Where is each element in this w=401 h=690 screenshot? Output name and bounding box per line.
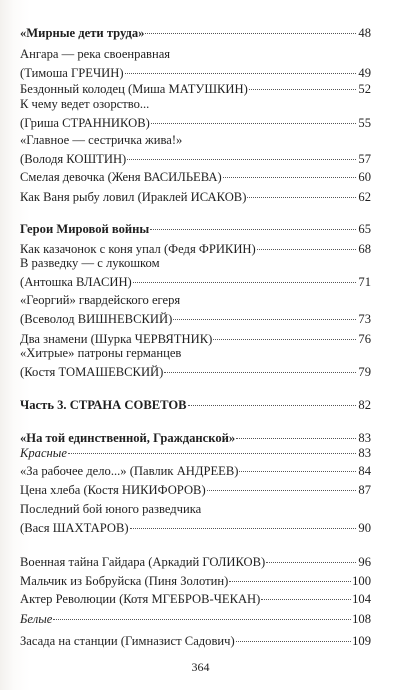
toc-entry-page-number: 48 bbox=[358, 26, 371, 40]
toc-entry-page-number: 52 bbox=[358, 82, 371, 96]
toc-entry-leader-line bbox=[20, 273, 371, 292]
toc-entry-title: Цена хлеба (Костя НИКИФОРОВ) bbox=[20, 483, 206, 497]
toc-entry-page-number: 104 bbox=[352, 592, 371, 606]
toc-entry-leader-line bbox=[20, 553, 371, 572]
toc-entry[interactable] bbox=[20, 396, 371, 415]
toc-entry-page-number: 62 bbox=[358, 190, 371, 204]
toc-entry-leader-line bbox=[20, 462, 371, 481]
page-number: 364 bbox=[191, 660, 210, 674]
toc-entry-leader-line bbox=[20, 150, 371, 169]
toc-entry[interactable] bbox=[20, 45, 371, 83]
dot-leader bbox=[229, 581, 351, 582]
dot-leader bbox=[247, 197, 356, 198]
toc-entry-title: Часть 3. СТРАНА СОВЕТОВ bbox=[20, 398, 187, 412]
toc-entry-title: Мальчик из Бобруйска (Пиня Золотин) bbox=[20, 574, 229, 588]
toc-entry-title-line: «Главное — сестричка жива!» bbox=[20, 133, 183, 147]
toc-entry-title: Как казачонок с коня упал (Федя ФРИКИН) bbox=[20, 242, 256, 256]
toc-entry[interactable] bbox=[20, 131, 371, 169]
dot-leader bbox=[236, 641, 351, 642]
toc-entry[interactable] bbox=[20, 632, 371, 651]
toc-entry[interactable] bbox=[20, 462, 371, 481]
toc-entry-title: Смелая девочка (Женя ВАСИЛЬЕВА) bbox=[20, 170, 222, 184]
toc-entry-page-number: 108 bbox=[352, 612, 371, 626]
dot-leader bbox=[145, 33, 356, 34]
toc-entry-title-line: В разведку — с лукошком bbox=[20, 256, 160, 270]
toc-entry-page-number: 90 bbox=[358, 521, 371, 535]
toc-entry[interactable] bbox=[20, 590, 371, 609]
toc-entry[interactable] bbox=[20, 481, 371, 500]
toc-entry[interactable] bbox=[20, 444, 371, 463]
toc-entry-leader-line bbox=[20, 632, 371, 651]
toc-entry-leader-line bbox=[20, 363, 371, 382]
toc-entry-page-number: 100 bbox=[352, 574, 371, 588]
toc-entry-leader-line bbox=[20, 572, 371, 591]
toc-entry-title: (Володя КОШТИН) bbox=[20, 152, 127, 166]
toc-entry[interactable] bbox=[20, 344, 371, 382]
toc-entry-title: «За рабочее дело...» (Павлик АНДРЕЕВ) bbox=[20, 464, 239, 478]
toc-entry-title: Как Ваня рыбу ловил (Ираклей ИСАКОВ) bbox=[20, 190, 247, 204]
dot-leader bbox=[236, 438, 356, 439]
toc-entry[interactable] bbox=[20, 610, 371, 629]
toc-entry-page-number: 109 bbox=[352, 634, 371, 648]
toc-entry-title: Два знамени (Шурка ЧЕРВЯТНИК) bbox=[20, 332, 213, 346]
toc-entry-title: Бездонный колодец (Миша МАТУШКИН) bbox=[20, 82, 248, 96]
toc-entry-title-line: «Георгий» гвардейского егеря bbox=[20, 293, 181, 307]
toc-entry-page-number: 65 bbox=[358, 222, 371, 236]
toc-entry-page-number: 83 bbox=[358, 431, 371, 445]
toc-entry-leader-line bbox=[20, 188, 371, 207]
toc-entry-leader-line bbox=[20, 220, 371, 239]
toc-entry-title-line: «Хитрые» патроны германцев bbox=[20, 346, 182, 360]
toc-entry-title: «Мирные дети труда» bbox=[20, 26, 145, 40]
toc-entry-page-number: 96 bbox=[358, 555, 371, 569]
toc-entry[interactable] bbox=[20, 291, 371, 329]
toc-entry[interactable] bbox=[20, 553, 371, 572]
toc-entry-page-number: 55 bbox=[358, 116, 371, 130]
toc-entry[interactable] bbox=[20, 95, 371, 133]
toc-entry-title-line: Ангара — река своенравная bbox=[20, 47, 171, 61]
toc-entry[interactable] bbox=[20, 24, 371, 43]
toc-entry-leader-line bbox=[20, 590, 371, 609]
dot-leader bbox=[207, 490, 356, 491]
toc-entry-title: (Тимоша ГРЕЧИН) bbox=[20, 66, 124, 80]
dot-leader bbox=[239, 471, 356, 472]
toc-entry-title: «На той единственной, Гражданской» bbox=[20, 431, 236, 445]
toc-entry-title: (Антошка ВЛАСИН) bbox=[20, 275, 132, 289]
toc-entry-page-number: 87 bbox=[358, 483, 371, 497]
toc-entry-title-line: К чему ведет озорство... bbox=[20, 97, 150, 111]
toc-entry[interactable] bbox=[20, 168, 371, 187]
toc-entry-page-number: 73 bbox=[358, 312, 371, 326]
toc-entry[interactable] bbox=[20, 500, 371, 538]
dot-leader bbox=[125, 73, 356, 74]
dot-leader bbox=[151, 123, 356, 124]
toc-entry-page-number: 49 bbox=[358, 66, 371, 80]
toc-entry-title: (Костя ТОМАШЕВСКИЙ) bbox=[20, 365, 164, 379]
toc-entry-page-number: 60 bbox=[358, 170, 371, 184]
toc-entry-leader-line bbox=[20, 519, 371, 538]
dot-leader bbox=[213, 339, 356, 340]
toc-entry-page-number: 84 bbox=[358, 464, 371, 478]
dot-leader bbox=[188, 405, 356, 406]
toc-entry[interactable] bbox=[20, 220, 371, 239]
toc-entry-title: Герои Мировой войны bbox=[20, 222, 150, 236]
dot-leader bbox=[223, 177, 356, 178]
dot-leader bbox=[150, 229, 356, 230]
toc-entry-title: Актер Революции (Котя МГЕБРОВ-ЧЕКАН) bbox=[20, 592, 261, 606]
toc-entry-leader-line bbox=[20, 168, 371, 187]
toc-entry-leader-line bbox=[20, 24, 371, 43]
dot-leader bbox=[130, 528, 356, 529]
toc-entry-page-number: 71 bbox=[358, 275, 371, 289]
dot-leader bbox=[53, 619, 351, 620]
toc-entry-title: (Вася ШАХТАРОВ) bbox=[20, 521, 129, 535]
toc-entry-page-number: 79 bbox=[358, 365, 371, 379]
dot-leader bbox=[266, 562, 356, 563]
toc-entry-page-number: 76 bbox=[358, 332, 371, 346]
dot-leader bbox=[164, 372, 356, 373]
toc-entry-title: (Всеволод ВИШНЕВСКИЙ) bbox=[20, 312, 173, 326]
toc-entry-title: Белые bbox=[20, 612, 53, 626]
dot-leader bbox=[68, 453, 356, 454]
toc-entry-leader-line bbox=[20, 310, 371, 329]
toc-entry-leader-line bbox=[20, 396, 371, 415]
toc-entry-title-line: Последний бой юного разведчика bbox=[20, 502, 202, 516]
toc-entry-page-number: 68 bbox=[358, 242, 371, 256]
toc-entry-page-number: 57 bbox=[358, 152, 371, 166]
dot-leader bbox=[133, 282, 356, 283]
dot-leader bbox=[257, 249, 356, 250]
toc-entry-title: Красные bbox=[20, 446, 67, 460]
toc-entry-leader-line bbox=[20, 610, 371, 629]
dot-leader bbox=[127, 159, 356, 160]
toc-entry-title: Засада на станции (Гимназист Садович) bbox=[20, 634, 235, 648]
toc-entry-title: Военная тайна Гайдара (Аркадий ГОЛИКОВ) bbox=[20, 555, 266, 569]
toc-entry[interactable] bbox=[20, 572, 371, 591]
toc-entry[interactable] bbox=[20, 188, 371, 207]
toc-entry-page-number: 82 bbox=[358, 398, 371, 412]
dot-leader bbox=[249, 89, 356, 90]
toc-entry-title: (Гриша СТРАННИКОВ) bbox=[20, 116, 150, 130]
dot-leader bbox=[173, 319, 356, 320]
toc-entry-page-number: 83 bbox=[358, 446, 371, 460]
toc-entry-leader-line bbox=[20, 481, 371, 500]
toc-entry[interactable] bbox=[20, 254, 371, 292]
toc-entry-leader-line bbox=[20, 444, 371, 463]
dot-leader bbox=[261, 599, 351, 600]
